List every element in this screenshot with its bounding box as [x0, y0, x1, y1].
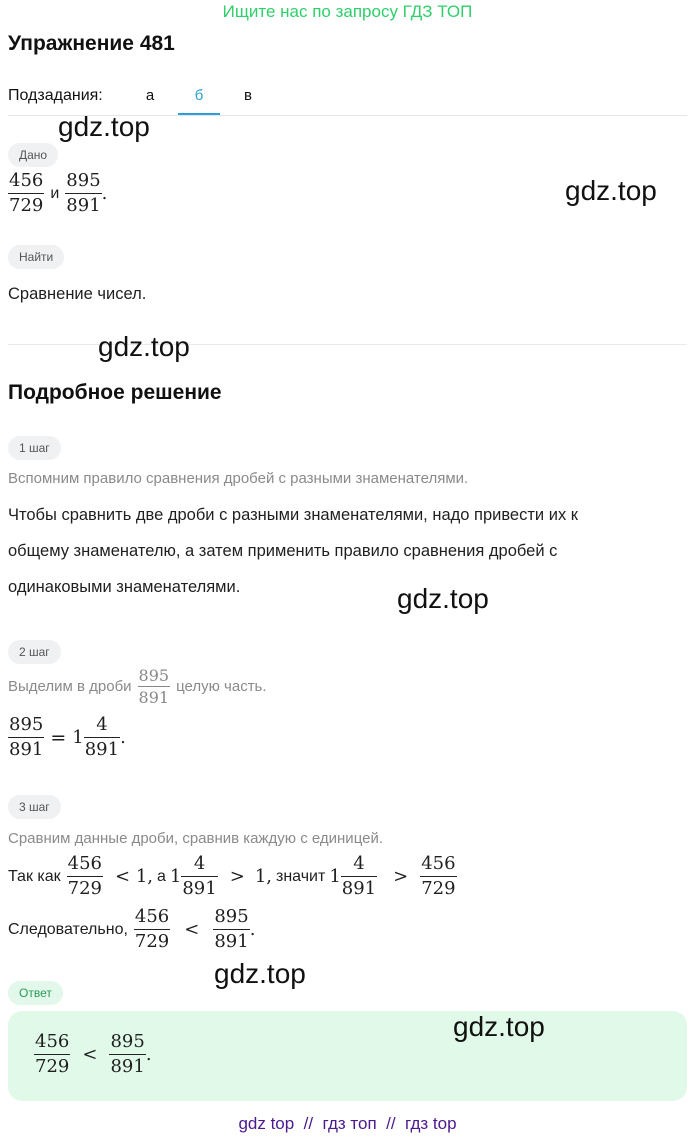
fraction-numerator: 456 [67, 853, 103, 874]
answer-expression [34, 1031, 152, 1078]
text: Следовательно, [8, 920, 128, 938]
fraction-numerator: 456 [9, 170, 44, 191]
find-badge: Найти [8, 245, 64, 269]
fraction-denominator: 729 [134, 931, 170, 952]
watermark: gdz.top [98, 331, 190, 362]
relation: > [393, 866, 409, 887]
fraction-numerator: 895 [138, 666, 170, 685]
watermark: gdz.top [565, 175, 657, 206]
given-badge: Дано [8, 143, 58, 167]
period: . [249, 919, 256, 940]
period: . [145, 1044, 152, 1065]
fraction-numerator: 456 [134, 906, 170, 927]
step-2-badge: 2 шаг [8, 640, 61, 664]
relation: > [229, 866, 245, 887]
fraction [84, 714, 120, 761]
fraction-denominator: 729 [9, 195, 44, 216]
fraction [213, 906, 249, 953]
text-line: общему знаменателю, а затем применить правило сравнения дробей с [8, 542, 558, 560]
step-3-badge: 3 шаг [8, 795, 61, 819]
hint-fraction [138, 666, 171, 707]
step-2-hint [8, 666, 267, 707]
step-3-hint: Сравним данные дроби, сравнив каждую с единицей. [8, 830, 383, 847]
fraction [181, 853, 217, 900]
text: а [157, 867, 166, 885]
fraction [34, 1031, 70, 1078]
given-fraction-2 [65, 170, 101, 217]
footer-links[interactable]: gdz top // гдз топ // гдз top [238, 1114, 457, 1133]
fraction-numerator: 4 [353, 853, 365, 874]
relation: < [184, 919, 200, 940]
step-1-hint: Вспомним правило сравнения дробей с разными знаменателями. [8, 470, 469, 487]
period: . [120, 727, 126, 748]
answer-badge: Ответ [8, 981, 63, 1005]
whole-part: 1 [72, 727, 84, 748]
watermark: gdz.top [58, 111, 150, 142]
tab-a[interactable]: а [145, 87, 155, 104]
fraction-denominator: 729 [67, 878, 103, 899]
fraction [134, 906, 170, 953]
fraction-denominator: 729 [35, 1056, 70, 1077]
watermark: gdz.top [397, 583, 489, 614]
fraction-numerator: 4 [193, 853, 206, 874]
text-line: одинаковыми знаменателями. [8, 578, 241, 596]
subtasks-label: Подзадания: [8, 87, 103, 104]
fraction-numerator: 456 [35, 1031, 70, 1052]
hint-text: Выделим в дроби [8, 678, 132, 695]
fraction [420, 853, 456, 900]
fraction-denominator: 891 [84, 739, 120, 760]
fraction-denominator: 891 [110, 1056, 145, 1077]
whole-part: 1 [329, 866, 341, 887]
whole-part: 1 [169, 866, 182, 887]
fraction-denominator: 891 [9, 739, 44, 760]
fraction-denominator: 891 [214, 931, 249, 952]
fraction-numerator: 895 [9, 714, 44, 735]
relation: < 1, [115, 866, 153, 887]
relation: < [82, 1044, 98, 1065]
given-expression [8, 170, 107, 217]
step-3-conclusion [8, 906, 255, 953]
fraction-denominator: 891 [138, 688, 170, 707]
fraction-numerator: 4 [96, 714, 108, 735]
tab-b[interactable]: б [194, 87, 204, 104]
tab-v[interactable]: в [244, 87, 252, 104]
fraction [8, 714, 44, 761]
fraction [67, 853, 103, 900]
text: значит [276, 867, 326, 885]
top-search-banner[interactable]: Ищите нас по запросу ГДЗ ТОП [222, 2, 473, 21]
fraction-numerator: 895 [66, 170, 101, 191]
period: . [101, 183, 108, 204]
fraction [341, 853, 377, 900]
fraction-numerator: 456 [421, 853, 456, 874]
given-fraction-1 [8, 170, 44, 217]
fraction-denominator: 729 [421, 878, 456, 899]
fraction-denominator: 891 [341, 878, 377, 899]
active-tab-indicator [178, 113, 220, 115]
fraction-numerator: 895 [110, 1031, 145, 1052]
text: Так как [8, 867, 61, 885]
text-line: Чтобы сравнить две дроби с разными знаменателями, надо привести их к [8, 506, 578, 524]
conjunction: и [50, 184, 60, 202]
page-title: Упражнение 481 [8, 32, 175, 55]
number: 1, [254, 866, 272, 887]
fraction-denominator: 891 [182, 878, 217, 899]
fraction-denominator: 891 [66, 195, 101, 216]
equals-sign: = [50, 726, 67, 749]
fraction-numerator: 895 [214, 906, 249, 927]
watermark: gdz.top [453, 1011, 545, 1042]
step-1-badge: 1 шаг [8, 436, 61, 460]
watermark: gdz.top [214, 958, 306, 989]
find-text: Сравнение чисел. [8, 285, 147, 303]
fraction [109, 1031, 145, 1078]
step-2-equation [8, 714, 126, 761]
step-3-comparison [8, 853, 457, 900]
hint-text: целую часть. [176, 678, 267, 695]
solution-title: Подробное решение [8, 381, 222, 404]
step-1-explanation [8, 497, 578, 605]
